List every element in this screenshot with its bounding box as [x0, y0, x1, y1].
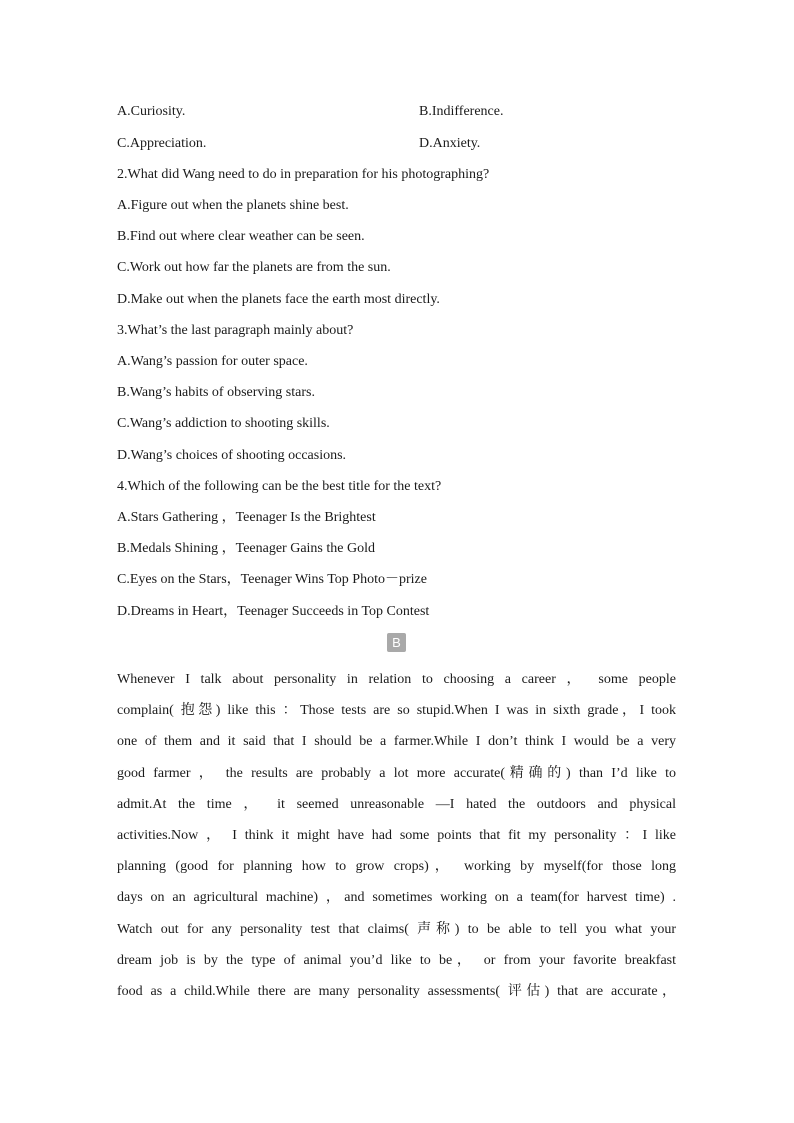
- q2-question: 2.What did Wang need to do in preparation for his photographing?: [117, 167, 490, 182]
- q2-option-d: D.Make out when the planets face the earth most directly.: [117, 292, 440, 307]
- passage-line: one of them and it said that I should be a farmer.While I don’t think I would be a very: [117, 734, 676, 750]
- q3-option-c: C.Wang’s addiction to shooting skills.: [117, 416, 330, 431]
- q1-option-c: C.Appreciation.: [117, 136, 207, 151]
- q3-option-d: D.Wang’s choices of shooting occasions.: [117, 448, 347, 463]
- passage-line: complain( 抱怨) like this ：Those tests are so stupid.When I was in sixth grade，I took: [117, 703, 676, 719]
- passage-line: dream job is by the type of animal you’d like to be， or from your favorite breakfast: [117, 952, 676, 968]
- passage-line: planning (good for planning how to grow crops)， working by myself(for those long: [117, 859, 676, 875]
- q2-option-a: A.Figure out when the planets shine best.: [117, 198, 349, 213]
- q4-option-a: A.Stars Gathering ，Teenager Is the Brightest: [117, 510, 376, 525]
- passage-line: activities.Now ， I think it might have had some points that fit my personality ：I like: [117, 827, 676, 843]
- q2-option-b: B.Find out where clear weather can be seen.: [117, 229, 365, 244]
- passage-line: good farmer ， the results are probably a lot more accurate(精确的) than I’d like to: [117, 765, 676, 781]
- passage-line: food as a child.While there are many personality assessments( 评估) that are accurate，: [117, 983, 676, 999]
- passage-line: Watch out for any personality test that claims( 声称) to be able to tell you what your: [117, 921, 676, 937]
- q4-question: 4.Which of the following can be the best title for the text?: [117, 479, 442, 494]
- q2-option-c: C.Work out how far the planets are from the sun.: [117, 260, 391, 275]
- section-b-badge: B: [387, 633, 406, 652]
- passage-line: days on an agricultural machine) ，and sometimes working on a team(for harvest time) .: [117, 890, 676, 906]
- q1-option-d: D.Anxiety.: [419, 136, 481, 151]
- q1-option-b: B.Indifference.: [419, 104, 504, 119]
- q1-option-a: A.Curiosity.: [117, 104, 186, 119]
- passage-paragraph: [117, 664, 676, 1007]
- passage-line: admit.At the time ， it seemed unreasonable —I hated the outdoors and physical: [117, 796, 676, 812]
- q4-option-d: D.Dreams in Heart，Teenager Succeeds in Top Contest: [117, 604, 430, 619]
- q3-option-a: A.Wang’s passion for outer space.: [117, 354, 308, 369]
- q4-option-b: B.Medals Shining ，Teenager Gains the Gold: [117, 541, 375, 556]
- passage-line: Whenever I talk about personality in relation to choosing a career ， some people: [117, 672, 676, 687]
- q3-question: 3.What’s the last paragraph mainly about?: [117, 323, 354, 338]
- q3-option-b: B.Wang’s habits of observing stars.: [117, 385, 315, 400]
- q4-option-c: C.Eyes on the Stars，Teenager Wins Top Photo－prize: [117, 572, 427, 587]
